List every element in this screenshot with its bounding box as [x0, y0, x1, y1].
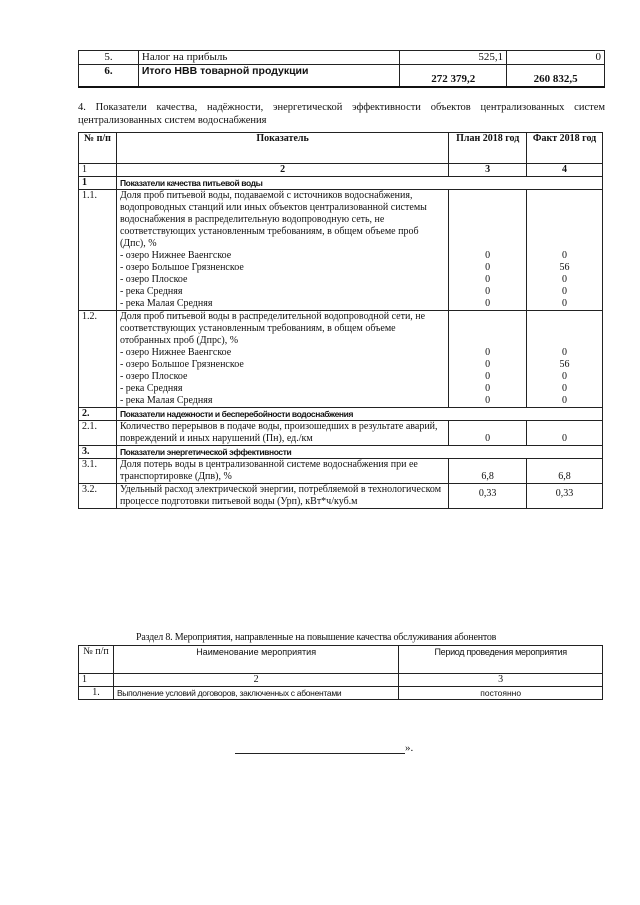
plan-value: 525,1 — [400, 51, 507, 65]
section-row — [79, 446, 603, 459]
indicators-table — [78, 132, 603, 509]
closing-quote: ». — [405, 742, 414, 754]
plan-values — [449, 190, 527, 311]
indicator-description: Количество перерывов в подаче воды, произошедших в результате аварий, повреждений и иных нарушений (Пн), ед./км — [116, 421, 448, 446]
source-list-item: - озеро Большое Грязненское — [119, 359, 244, 370]
plan-value: 0 — [485, 250, 491, 261]
plan-value: 6,8 — [449, 459, 527, 484]
header-period: Период проведения мероприятия — [399, 646, 603, 674]
indicator-row — [79, 484, 603, 509]
fact-value: 0 — [527, 421, 603, 446]
plan-value: 0 — [449, 421, 527, 446]
table-row — [79, 51, 605, 65]
section8-caption: Раздел 8. Мероприятия, направленные на повышение качества обслуживания абонентов — [136, 632, 497, 643]
section-title: Показатели энергетической эффективности — [116, 446, 602, 459]
fact-value: 0 — [562, 383, 568, 394]
fact-value: 0 — [562, 286, 568, 297]
column-numbers-row — [79, 164, 603, 177]
indicator-number: 3.2. — [79, 484, 117, 509]
fact-values — [527, 311, 603, 408]
fact-values — [527, 190, 603, 311]
plan-value: 0 — [485, 383, 491, 394]
source-list-item: - река Средняя — [119, 383, 183, 394]
fact-value: 260 832,5 — [507, 65, 605, 88]
source-list-item: - озеро Плоское — [119, 371, 188, 382]
indicator-row — [79, 459, 603, 484]
header-row — [79, 646, 603, 674]
fact-value: 0 — [562, 371, 568, 382]
section-number: 3. — [79, 446, 117, 459]
colnum: 4 — [527, 164, 603, 177]
fact-value: 0 — [507, 51, 605, 65]
indicator-number: 2.1. — [79, 421, 117, 446]
row-number: 6. — [79, 65, 139, 88]
measure-period: постоянно — [399, 687, 603, 700]
fact-value: 0 — [562, 347, 568, 358]
fact-value: 56 — [559, 359, 570, 370]
plan-value: 0 — [485, 347, 491, 358]
indicator-description: Доля проб питьевой воды в распределительной водопроводной сети, не соответствующих установленным требованиям, в общем объеме отобранных проб (Дпрс), % — [119, 311, 426, 346]
indicator-number: 3.1. — [79, 459, 117, 484]
row-name: Налог на прибыль — [138, 51, 399, 65]
fact-value: 0 — [562, 250, 568, 261]
indicator-number: 1.1. — [79, 190, 117, 311]
source-list-item: - озеро Большое Грязненское — [119, 262, 244, 273]
signature-line — [235, 742, 413, 754]
indicator-description: Доля потерь воды в централизованной системе водоснабжения при ее транспортировке (Дпв), % — [116, 459, 448, 484]
column-numbers-row — [79, 674, 603, 687]
fact-value: 56 — [559, 262, 570, 273]
fact-value: 0 — [562, 298, 568, 309]
header-row — [79, 133, 603, 164]
table-row — [79, 65, 605, 88]
section-title: Показатели качества питьевой воды — [116, 177, 602, 190]
colnum: 3 — [449, 164, 527, 177]
table-row — [79, 687, 603, 700]
fact-value: 6,8 — [527, 459, 603, 484]
indicator-description: Доля проб питьевой воды, подаваемой с источников водоснабжения, водопроводных станций или иных объектов централизованной системы водоснабжения в распределительную водопроводную сеть, не соответствующих установленным требованиям, в общем объеме проб (Дпс), % — [119, 190, 427, 249]
indicator-text — [116, 311, 448, 408]
colnum: 2 — [116, 164, 448, 177]
indicator-text — [116, 190, 448, 311]
fact-value: 0 — [562, 274, 568, 285]
row-number: 5. — [79, 51, 139, 65]
section-row — [79, 408, 603, 421]
source-list-item: - река Малая Средняя — [119, 395, 213, 406]
plan-values — [449, 311, 527, 408]
plan-value: 0 — [485, 262, 491, 273]
section-title: Показатели надежности и бесперебойности водоснабжения — [116, 408, 602, 421]
plan-value: 0 — [485, 274, 491, 285]
colnum: 2 — [113, 674, 398, 687]
indicator-row — [79, 421, 603, 446]
indicator-number: 1.2. — [79, 311, 117, 408]
plan-value: 0 — [485, 371, 491, 382]
row-name: Итого НВВ товарной продукции — [138, 65, 399, 88]
measure-name: Выполнение условий договоров, заключенных с абонентами — [113, 687, 398, 700]
source-list-item: - озеро Плоское — [119, 274, 188, 285]
indicator-row — [79, 311, 603, 408]
section4-caption: 4. Показатели качества, надёжности, энергетической эффективности объектов централизованных систем централизованных систем водоснабжения — [78, 102, 605, 126]
plan-value: 272 379,2 — [400, 65, 507, 88]
summary-table — [78, 50, 605, 88]
colnum: 1 — [79, 164, 117, 177]
measures-table — [78, 645, 603, 700]
plan-value: 0 — [485, 359, 491, 370]
source-list-item: - река Малая Средняя — [119, 298, 213, 309]
header-name: Показатель — [116, 133, 448, 164]
section-number: 2. — [79, 408, 117, 421]
header-plan: План 2018 год — [449, 133, 527, 164]
blank-line — [235, 743, 405, 754]
indicator-description: Удельный расход электрической энергии, потребляемой в технологическом процессе подготовки питьевой воды (Урп), кВт*ч/куб.м — [116, 484, 448, 509]
plan-value: 0 — [485, 286, 491, 297]
header-num: № п/п — [79, 646, 114, 674]
header-num: № п/п — [79, 133, 117, 164]
fact-value: 0 — [562, 395, 568, 406]
source-list-item: - река Средняя — [119, 286, 183, 297]
header-name: Наименование мероприятия — [113, 646, 398, 674]
source-list-item: - озеро Нижнее Ваенгское — [119, 347, 232, 358]
indicator-row — [79, 190, 603, 311]
header-fact: Факт 2018 год — [527, 133, 603, 164]
plan-value: 0 — [485, 395, 491, 406]
section-row — [79, 177, 603, 190]
section-number: 1 — [79, 177, 117, 190]
source-list-item: - озеро Нижнее Ваенгское — [119, 250, 232, 261]
plan-value: 0,33 — [449, 484, 527, 509]
row-number: 1. — [79, 687, 114, 700]
colnum: 3 — [399, 674, 603, 687]
colnum: 1 — [79, 674, 114, 687]
fact-value: 0,33 — [527, 484, 603, 509]
plan-value: 0 — [485, 298, 491, 309]
